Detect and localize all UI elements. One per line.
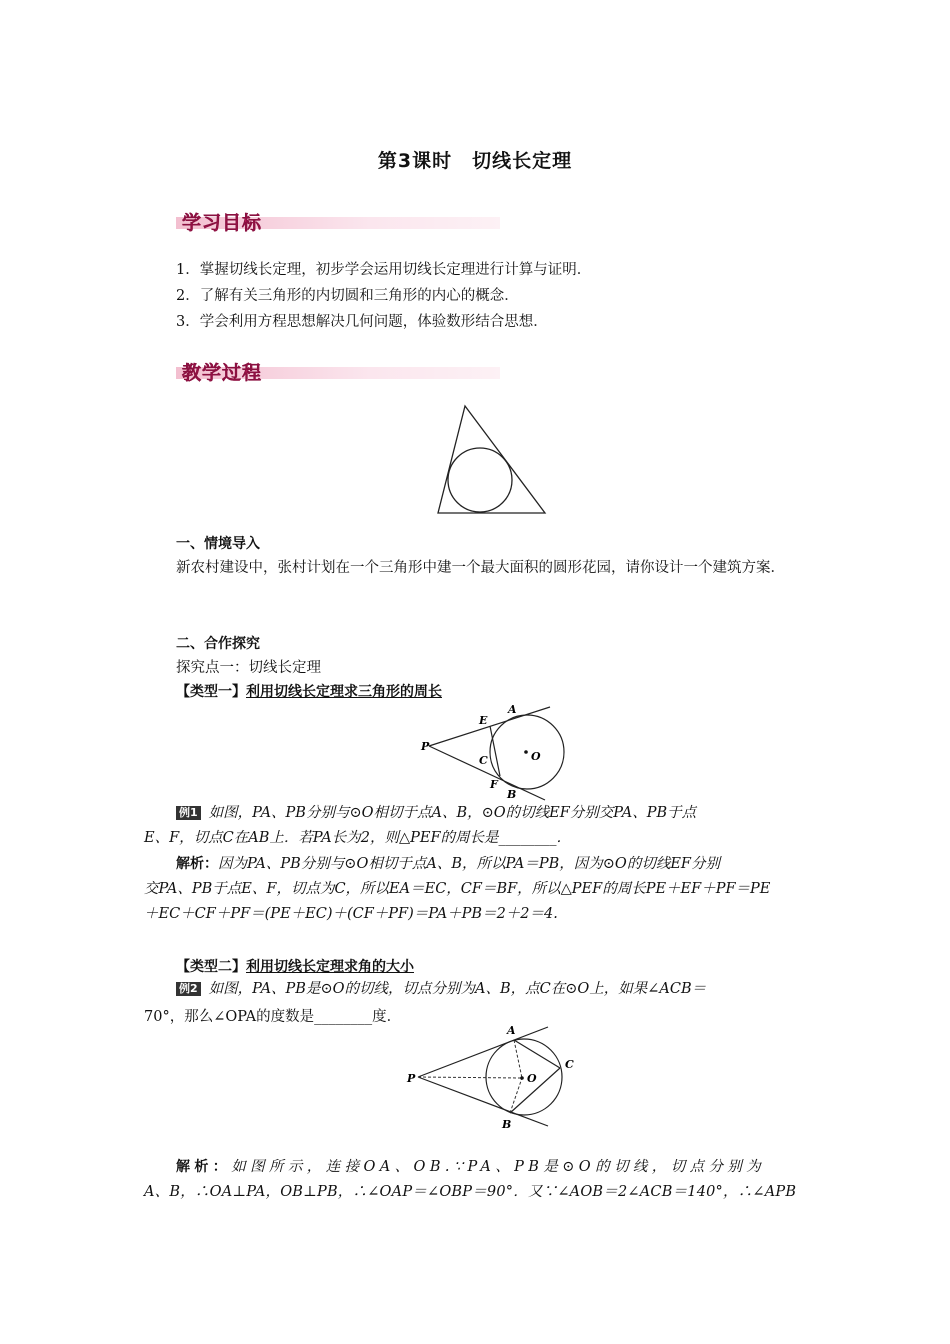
label-e: E bbox=[479, 714, 488, 727]
goal-item-3: 3．学会利用方程思想解决几何问题，体验数形结合思想． bbox=[176, 314, 548, 330]
incircle-figure bbox=[430, 398, 554, 522]
label-f: F bbox=[490, 778, 498, 791]
example2-badge: 例2 bbox=[176, 982, 201, 996]
example1-solution-line3: ＋EC＋CF＋PF＝(PE＋EC)＋(CF＋PF)＝PA＋PB＝2＋2＝4. bbox=[144, 906, 558, 922]
label-p-2: P bbox=[407, 1072, 416, 1085]
center-dot bbox=[524, 750, 528, 754]
label-o: O bbox=[531, 750, 541, 763]
example1-solution-line1 bbox=[176, 852, 720, 876]
example1-solution-label: 解析： bbox=[176, 856, 218, 872]
page-title: 第3课时 切线长定理 bbox=[377, 150, 573, 172]
example1-badge: 例1 bbox=[176, 806, 201, 820]
example1-solution-text1: 因为PA、PB分别与⊙O相切于点A、B，所以PA＝PB，因为⊙O的切线EF分别 bbox=[218, 856, 720, 872]
goals-banner-label: 学习目标 bbox=[182, 212, 263, 234]
part2-heading: 二、合作探究 bbox=[176, 636, 260, 652]
figure-2 bbox=[402, 1022, 582, 1132]
label-p: P bbox=[421, 740, 430, 753]
part1-text: 新农村建设中，张村计划在一个三角形中建一个最大面积的圆形花园，请你设计一个建筑方案． bbox=[176, 560, 785, 576]
example1-question-text1: 如图，PA、PB分别与⊙O相切于点A、B，⊙O的切线EF分别交PA、PB于点 bbox=[208, 805, 697, 821]
type1-label: 【类型一】 bbox=[176, 684, 246, 700]
label-o-2: O bbox=[527, 1072, 537, 1085]
part1-heading: 一、情境导入 bbox=[176, 536, 260, 552]
type1-heading bbox=[176, 680, 442, 704]
label-a-2: A bbox=[507, 1024, 516, 1037]
example2-solution-label: 解析： bbox=[176, 1159, 232, 1175]
label-c: C bbox=[479, 754, 488, 767]
figure-1 bbox=[415, 700, 575, 804]
type1-title: 利用切线长定理求三角形的周长 bbox=[246, 684, 442, 700]
example2-solution-line2: A、B，∴OA⊥PA，OB⊥PB，∴∠OAP＝∠OBP＝90°．又∵∠AOB＝2∠ACB＝140°，∴∠APB bbox=[144, 1184, 797, 1200]
dashed-oa-line bbox=[514, 1040, 522, 1078]
process-banner bbox=[176, 358, 500, 382]
example2-question-line2: 70°，那么∠OPA的度数是________度． bbox=[144, 1009, 402, 1025]
example2-question-line1 bbox=[176, 977, 706, 1001]
tangent-pa-line-2 bbox=[418, 1027, 548, 1077]
type2-heading bbox=[176, 955, 414, 979]
example1-question-line2: E、F，切点C在AB上．若PA长为2，则△PEF的周长是________． bbox=[144, 830, 572, 846]
goal-item-1: 1．掌握切线长定理，初步学会运用切线长定理进行计算与证明． bbox=[176, 262, 592, 278]
goals-banner bbox=[176, 208, 500, 232]
chord-ac-line bbox=[514, 1040, 560, 1068]
label-c-2: C bbox=[565, 1058, 574, 1071]
type2-label: 【类型二】 bbox=[176, 959, 246, 975]
center-dot-2 bbox=[520, 1076, 524, 1080]
goal-item-2: 2．了解有关三角形的内切圆和三角形的内心的概念． bbox=[176, 288, 519, 304]
incircle-shape bbox=[448, 448, 512, 512]
example2-question-text1: 如图，PA、PB是⊙O的切线，切点分别为A、B，点C在⊙O上，如果∠ACB＝ bbox=[208, 981, 707, 997]
triangle-shape bbox=[438, 406, 545, 513]
example2-solution-text1: 如图所示，连接OA、OB.∵PA、PB是⊙O的切线，切点分别为 bbox=[231, 1159, 766, 1175]
dashed-po-line bbox=[418, 1077, 522, 1078]
example1-solution-line2: 交PA、PB于点E、F，切点为C，所以EA＝EC，CF＝BF，所以△PEF的周长PE＋EF＋PF＝PE bbox=[144, 881, 771, 897]
process-banner-label: 教学过程 bbox=[182, 362, 263, 384]
label-b: B bbox=[507, 788, 517, 801]
example2-solution-line1 bbox=[176, 1155, 765, 1179]
label-a: A bbox=[508, 703, 517, 716]
label-b-2: B bbox=[502, 1118, 512, 1131]
type2-title: 利用切线长定理求角的大小 bbox=[246, 959, 414, 975]
example1-question-line1 bbox=[176, 801, 696, 825]
part2-subheading: 探究点一：切线长定理 bbox=[176, 660, 321, 676]
